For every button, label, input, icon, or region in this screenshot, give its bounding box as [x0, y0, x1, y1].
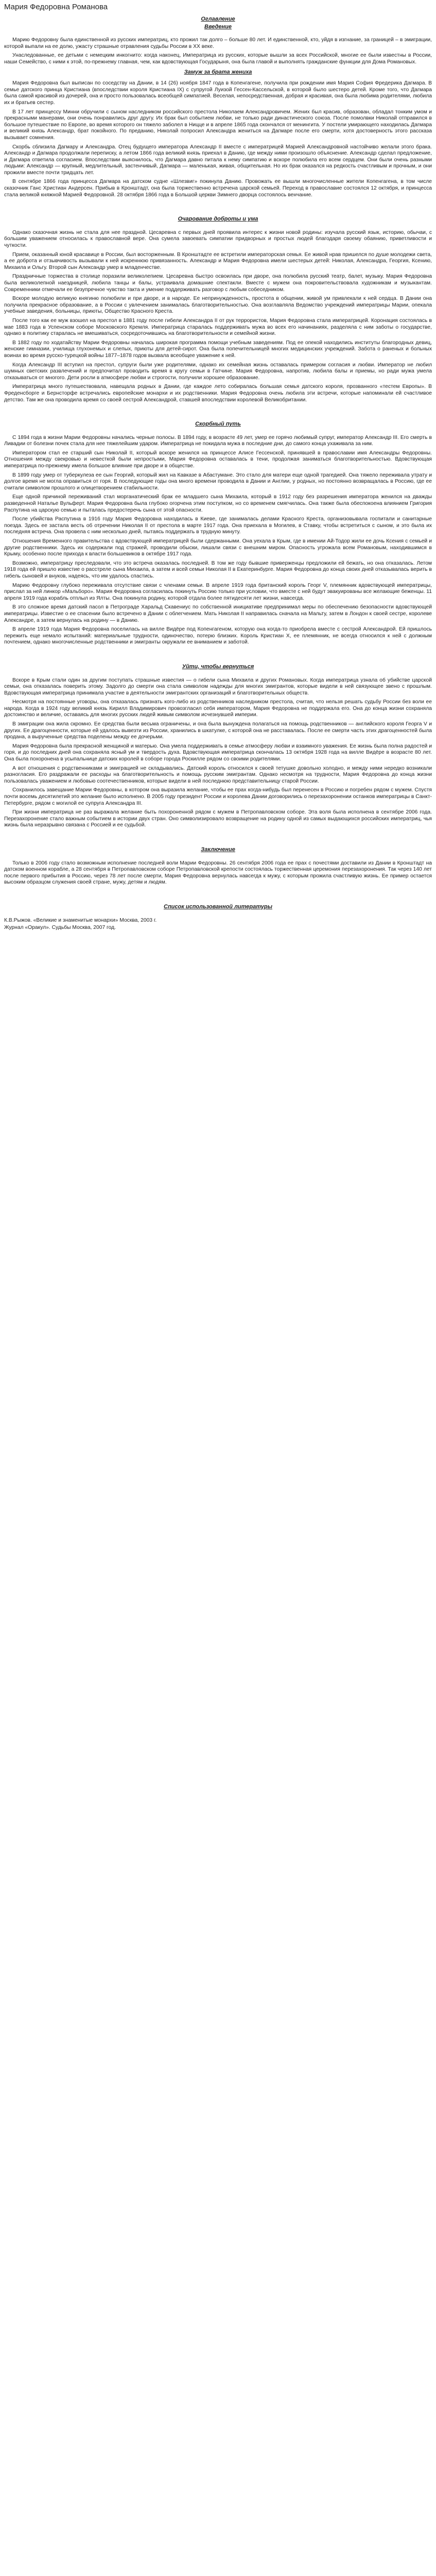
paragraph: В 17 лет принцессу Минни обручили с сыном наследником российского престола Николаем Александровичем. Жених был красив, образован, обладал тонким умом и прекрасными манерами, они очень понравились друг другу. Их брак был событием любви, не только ради династического союза. После помолвки Николай отправился в большое путешествие по Европе, во время которого он тяжело заболел в Ницце и в апреле 1865 года скончался от менингита. У постели умирающего находилась Дагмара и великий князь Александр, брат покойного. По преданию, Николай попросил Александра жениться на Дагмаре после его смерти, хотя достоверность этого рассказа вызывает сомнения. [4, 109, 432, 141]
reference-item: К.В.Рыжов. «Великие и знаменитые монархи» Москва, 2003 г. [4, 917, 157, 923]
page-title: Мария Федоровна Романова [4, 3, 108, 11]
reference-item: Журнал «Оракул». Судьбы Москва, 2007 год. [4, 925, 116, 931]
paragraph: Только в 2006 году стало возможным исполнение последней воли Марии Федоровны. 26 сентября 2006 года ее прах с почестями доставили из Дании в Кронштадт на датском военном корабле, а 28 сентября в Петропавловском соборе Петропавловской крепости состоялась торжественная церемония перезахоронения. Так через 140 лет после первого прибытия в Россию, через 78 лет после смерти, Мария Федоровна вернулась навсегда к мужу, с которым прожила счастливую жизнь. Ее пример остается высоким образцом служения своей стране, мужу, детям и людям. [4, 860, 432, 886]
intro-paragraph: Марию Федоровну была единственной из русских императриц, кто прожил так долго – больше 80 лет. И единственной, кто, уйдя в изгнание, за границей – в эмиграции, которой выпали на ее долю, ужасту страшные отравления судьбы России в ХХ веке. [4, 37, 432, 49]
paragraph: Вскоре молодую великую княгиню полюбили и при дворе, и в народе. Ее непринужденность, простота в общении, живой ум привлекали к ней сердца. В Дании она получила прекрасное образование, а в России с увлечением занималась благотворительностью. Она возглавляла Ведомство учреждений императрицы Марии, опекала учебные заведения, больницы, приюты, Общество Красного Креста. [4, 296, 432, 315]
references-list [4, 918, 432, 931]
paragraph: Сохранилось завещание Марии Федоровны, в котором она выразила желание, чтобы ее прах когда-нибудь был перенесен в Россию и погребен рядом с мужем. Спустя почти восемь десятилетий это желание было исполнено. В 2005 году президент России и королева Дании договорились о перезахоронении останков императрицы в Санкт-Петербурге, рядом с могилой ее супруга Александра III. [4, 787, 432, 806]
paragraph: При жизни императрица не раз выражала желание быть похороненной рядом с мужем в Петропавловском соборе. Эта воля была исполнена в сентябре 2006 года. Перезахоронение стало важным событием в истории двух стран. Оно символизировало возвращение на родину одной из самых выдающихся российских императриц, чья жизнь была неразрывно связана с Россией и ее судьбой. [4, 809, 432, 828]
paragraph: Скорбь сблизила Дагмару и Александра. Отец будущего императора Александр II вместе с императрицей Марией Александровной настойчиво желали этого брака. Александр и Дагмара продолжали переписку, а летом 1866 года великий князь приехал в Данию, где между ними произошло объяснение. Александр сделал предложение, и Дагмара ответила согласием. Впоследствии выяснилось, что Дагмара давно питала к нему симпатию и вскоре полюбила его всем сердцем. Они были очень разными людьми: Александр — крупный, медлительный, застенчивый, Дагмара — маленькая, живая, общительная. Но их брак оказался на редкость счастливым и прочным, и они прожили вместе почти тридцать лет. [4, 144, 432, 176]
paragraph: Мария Федоровна была прекрасной женщиной и матерью. Она умела поддерживать в семье атмосферу любви и взаимного уважения. Ее жизнь была полна радостей и горя, и до последних дней она сохраняла ясный ум и твердость духа. Вдовствующая императрица скончалась 13 октября 1928 года на вилле Видёре в возрасте 80 лет. Она была похоронена в усыпальнице датских королей в соборе города Роскилле рядом со своими родителями. [4, 743, 432, 762]
paragraph: Еще одной причиной переживаний стал морганатический брак ее младшего сына Михаила, который в 1912 году без разрешения императора женился на дважды разведенной Наталье Вульферт. Мария Федоровна была глубоко огорчена этим поступком, но со временем смягчилась. Она также была обеспокоена влиянием Григория Распутина на царскую семью и пыталась предостеречь сына от этой опасности. [4, 494, 432, 513]
section-body [4, 80, 432, 198]
section-heading: Очарование доброты и ума [178, 216, 258, 223]
intro-heading: Введение [204, 23, 232, 30]
section-body [4, 435, 432, 646]
intro-paragraph: Унаследованные, ее детьми с немецким инкогнито: когда наконец, Императрица из русских, которые вышли за всех Российской, многие ее были известны в России, наши Семейство, с ними к этой, по-прежнему главная, чем, как вдовствующая Государыня, она была главой и выполнять гражданские функции для Дома Романовых. [4, 53, 432, 65]
paragraph: В сентябре 1866 года принцесса Дагмара на датском судне «Шлезвиг» покинула Данию. Провожать ее вышли многочисленные жители Копенгагена, в том числе сказочник Ганс Христиан Андерсен. Прибыв в Кронштадт, она была торжественно встречена царской семьей. Переход в православие состоялся 12 октября, и принцесса стала великой княжной Марией Федоровной. 28 октября 1866 года в Большой церкви Зимнего дворца состоялось венчание. [4, 179, 432, 198]
paragraph: Возможно, императрицу преследовали, что это встреча оказалась последней. В том же году бывшие приверженцы предложили ей бежать, но она отказалась. Летом 1918 года ей пришло известие о расстреле сына Михаила, а затем и всей семьи Николая II в Екатеринбурге. Мария Федоровна до конца своих дней отказывалась верить в гибель сыновей и внуков, надеясь, что им удалось спастись. [4, 560, 432, 579]
paragraph: Праздничные торжества в столице поразили великолепием. Цесаревна быстро освоилась при дворе, она полюбила русский театр, балет, музыку. Мария Федоровна была великолепной наездницей, любила танцы и балы, устраивала домашние спектакли. Вместе с мужем она покровительствовала художникам и музыкантам. Современники отмечали ее безупречное чувство такта и умение поддерживать разговор с любым собеседником. [4, 274, 432, 293]
paragraph: Когда Александр III вступил на престол, супруги были уже родителями, однако их семейная жизнь оставалась примером согласия и любви. Император не любил шумных светских развлечений и предпочитал проводить время в кругу семьи в Гатчине. Мария Федоровна, напротив, любила балы и приемы, но ради мужа умела отказываться от многого. Дети росли в атмосфере любви и строгости, получили хорошее образование. [4, 362, 432, 381]
document [0, 0, 436, 937]
paragraph: Императором стал ее старший сын Николай II, который вскоре женился на принцессе Алисе Гессенской, принявшей в православии имя Александры Федоровны. Отношения между свекровью и невесткой были непростыми, Мария Федоровна оставалась в тени, продолжая заниматься благотворительностью. Вдовствующая императрица по-прежнему имела большое влияние при дворе и в обществе. [4, 450, 432, 469]
conclusion-body [4, 860, 432, 886]
section-body [4, 677, 432, 829]
paragraph: В это сложное время датский пасол в Петрограде Харальд Скавениус по собственной инициативе предпринимал меры по обеспечению безопасности вдовствующей императрицы. Известие о ее спасении было встречено в Дании с облегчением. Мать Николая II направилась сначала на Мальту, затем в Лондон к своей сестре, королеве Александре, а затем вернулась на родину — в Данию. [4, 604, 432, 623]
paragraph: После убийства Распутина в 1916 году Мария Федоровна находилась в Киеве, где занималась делами Красного Креста, организовывала госпитали и санитарные поезда. Здесь ее застала весть об отречении Николая II от престола в марте 1917 года. Она приехала в Могилев, в Ставку, чтобы встретиться с сыном, и это была их последняя встреча. Она провела с ним несколько дней, пытаясь поддержать в трудную минуту. [4, 516, 432, 535]
section-heading: Замуж за брата жениха [184, 69, 252, 75]
intro-section [4, 37, 432, 65]
section-heading: Уйти, чтобы вернуться [182, 663, 254, 670]
paragraph: В эмиграции она жила скромно. Ее средства были весьма ограничены, и она была вынуждена полагаться на помощь родственников — английского короля Георга V и других. Ее драгоценности, которые ей удалось вывезти из России, хранились в шкатулке, с которой она не расставалась. После ее смерти часть этих драгоценностей была продана, а вырученные средства поделены между ее дочерьми. [4, 721, 432, 740]
paragraph: В 1882 году по ходатайству Марии Федоровны началась широкая программа помощи учебным заведениям. Под ее опекой находились институты благородных девиц, женские гимназии, училища глухонемых и слепых, приюты для детей-сирот. Она была попечительницей многих медицинских учреждений. Забота о раненых и больных воинах во время русско-турецкой войны 1877–1878 годов вызвала всеобщее уважение к ней. [4, 340, 432, 359]
paragraph: В апреле 1919 года Мария Федоровна поселилась на вилле Видёре под Копенгагеном, которую она когда-то приобрела вместе с сестрой Александрой. Ей пришлось пережить еще немало испытаний: материальные трудности, одиночество, потерю близких. Король Кристиан X, ее племянник, не всегда относился к ней с должным почтением, однако многочисленные родственники и эмигранты окружали ее вниманием и заботой. [4, 626, 432, 646]
paragraph: Марию Федоровну глубоко переживала отсутствие связи с членами семьи. В апреле 1919 года британский король Георг V, племянник вдовствующей императрицы, прислал за ней линкор «Мальборо». Мария Федоровна согласилась покинуть Россию только при условии, что вместе с ней будут эвакуированы все желающие беженцы. 11 апреля 1919 года корабль отплыл из Ялты. Она покинула родину, которой отдала более пятидесяти лет жизни, навсегда. [4, 582, 432, 601]
paragraph: После того как ее муж взошел на престол в 1881 году после гибели Александра II от рук террористов, Мария Федоровна стала императрицей. Коронация состоялась в мае 1883 года в Успенском соборе Московского Кремля. Императрица старалась поддерживать мужа во всех его начинаниях, разделяла с ним заботы о государстве, однако в политику старалась не вмешиваться, сосредоточившись на благотворительности и семейной жизни. [4, 317, 432, 337]
section-heading: Скорбный путь [195, 421, 241, 428]
paragraph: А вот отношения с родственниками и эмиграцией не складывались. Датский король относился к своей тетушке довольно холодно, и между ними нередко возникали разногласия. Его раздражали ее расходы на благотворительность и помощь русским эмигрантам. Однако несмотря на трудности, Мария Федоровна до конца жизни пользовалась уважением и любовью соотечественников, которые видели в ней последнюю представительницу старой России. [4, 765, 432, 784]
paragraph: Однако сказочная жизнь не стала для нее праздной. Цесаревна с первых дней проявила интерес к жизни новой родины: изучала русский язык, историю, обычаи, с большим уважением относилась к православной вере. Она сумела завоевать симпатии придворных и простых людей благодаря своему обаянию, приветливости и чуткости. [4, 229, 432, 249]
paragraph: Прием, оказанный юной красавице в России, был восторженным. В Кронштадте ее встретили императорская семья. Ее живой нрав пришелся по душе молодежи света, а ее доброта и отзывчивость вызывали к ней искреннюю привязанность. Александр и Мария Федоровна имели шестерых детей: Николая, Александра, Георгия, Ксению, Михаила и Ольгу. Второй сын Александр умер в младенчестве. [4, 251, 432, 270]
paragraph: Мария Федоровна был выписан по соседству на Дании, в 14 (26) ноября 1847 года в Копенгагене, получила при рождении имя Мария София Фредерика Дагмара. В семье датского принца Кристиана (впоследствии короля Кристиана IX) с супругой Луизой Гессен-Кассельской, в которой было шестеро детей. Кроме того, что Дагмара была самой красивой из дочерей, она и просто пользовалась всеобщей симпатией. Веселая, непосредственная, добрая и красивая, она была любима родителями, любила их и братьев сестер. [4, 80, 432, 106]
references-heading: Список использованной литературы [164, 903, 272, 910]
toc-heading: Оглавление [201, 16, 235, 22]
paragraph: Императрица много путешествовала, навещала родных в Дании, где каждое лето собиралась большая семья датского короля, прозванного «тестем Европы». В Фреденсборге и Бернсторфе встречались европейские монархи и их родственники. Мария Федоровна очень любила эти встречи, которые напоминали ей счастливое детство. Там же она проводила время со своей сестрой Александрой, ставшей впоследствии королевой Великобритании. [4, 384, 432, 403]
section-body [4, 230, 432, 403]
paragraph: В 1899 году умер от туберкулеза ее сын Георгий, который жил на Кавказе в Абастумане. Это стало для матери еще одной трагедией. Она тяжело переживала утрату и долгое время не могла оправиться от горя. В последующие годы она много времени проводила в Дании и Англии, у родных, но постоянно возвращалась в Россию, где ее считали символом прошлого и олицетворением стабильности. [4, 472, 432, 491]
paragraph: Отношения Временного правительства с вдовствующей императрицей были сдержанными. Она уехала в Крым, где в имении Ай-Тодор жили ее дочь Ксения с семьей и другие родственники. Здесь их содержали под стражей, проводили обыски, лишали связи с внешним миром. Опасность угрожала всем Романовым, находившимся в Крыму, особенно после прихода к власти большевиков в октябре 1917 года. [4, 538, 432, 557]
paragraph: С 1894 года в жизни Марии Федоровны начались черные полосы. В 1894 году, в возрасте 49 лет, умер ее горячо любимый супруг, император Александр III. Его смерть в Ливадии от болезни почек стала для нее тяжелейшим ударом. Императрица не покидала мужа в последние дни, до самого конца ухаживала за ним. [4, 434, 432, 447]
paragraph: Вскоре в Крым стали один за другим поступать страшные известия — о гибели сына Михаила и других Романовых. Когда императрица узнала об убийстве царской семьи, она отказалась поверить этому. Задолго до смерти она стала символом надежды для многих эмигрантов, которые видели в ней связующее звено с прошлым. Вдовствующая императрица принимала участие в деятельности эмигрантских организаций и благотворительных обществ. [4, 677, 432, 696]
conclusion-heading: Заключение [201, 846, 235, 853]
paragraph: Несмотря на постоянные уговоры, она отказалась признать кого-либо из родственников наследником престола, считая, что нельзя решать судьбу России без воли ее народа. Когда в 1924 году великий князь Кирилл Владимирович провозгласил себя императором, Мария Федоровна не поддержала его. Она до конца жизни сохраняла достоинство и величие, оставаясь для многих русских людей живым символом исчезнувшей империи. [4, 699, 432, 718]
